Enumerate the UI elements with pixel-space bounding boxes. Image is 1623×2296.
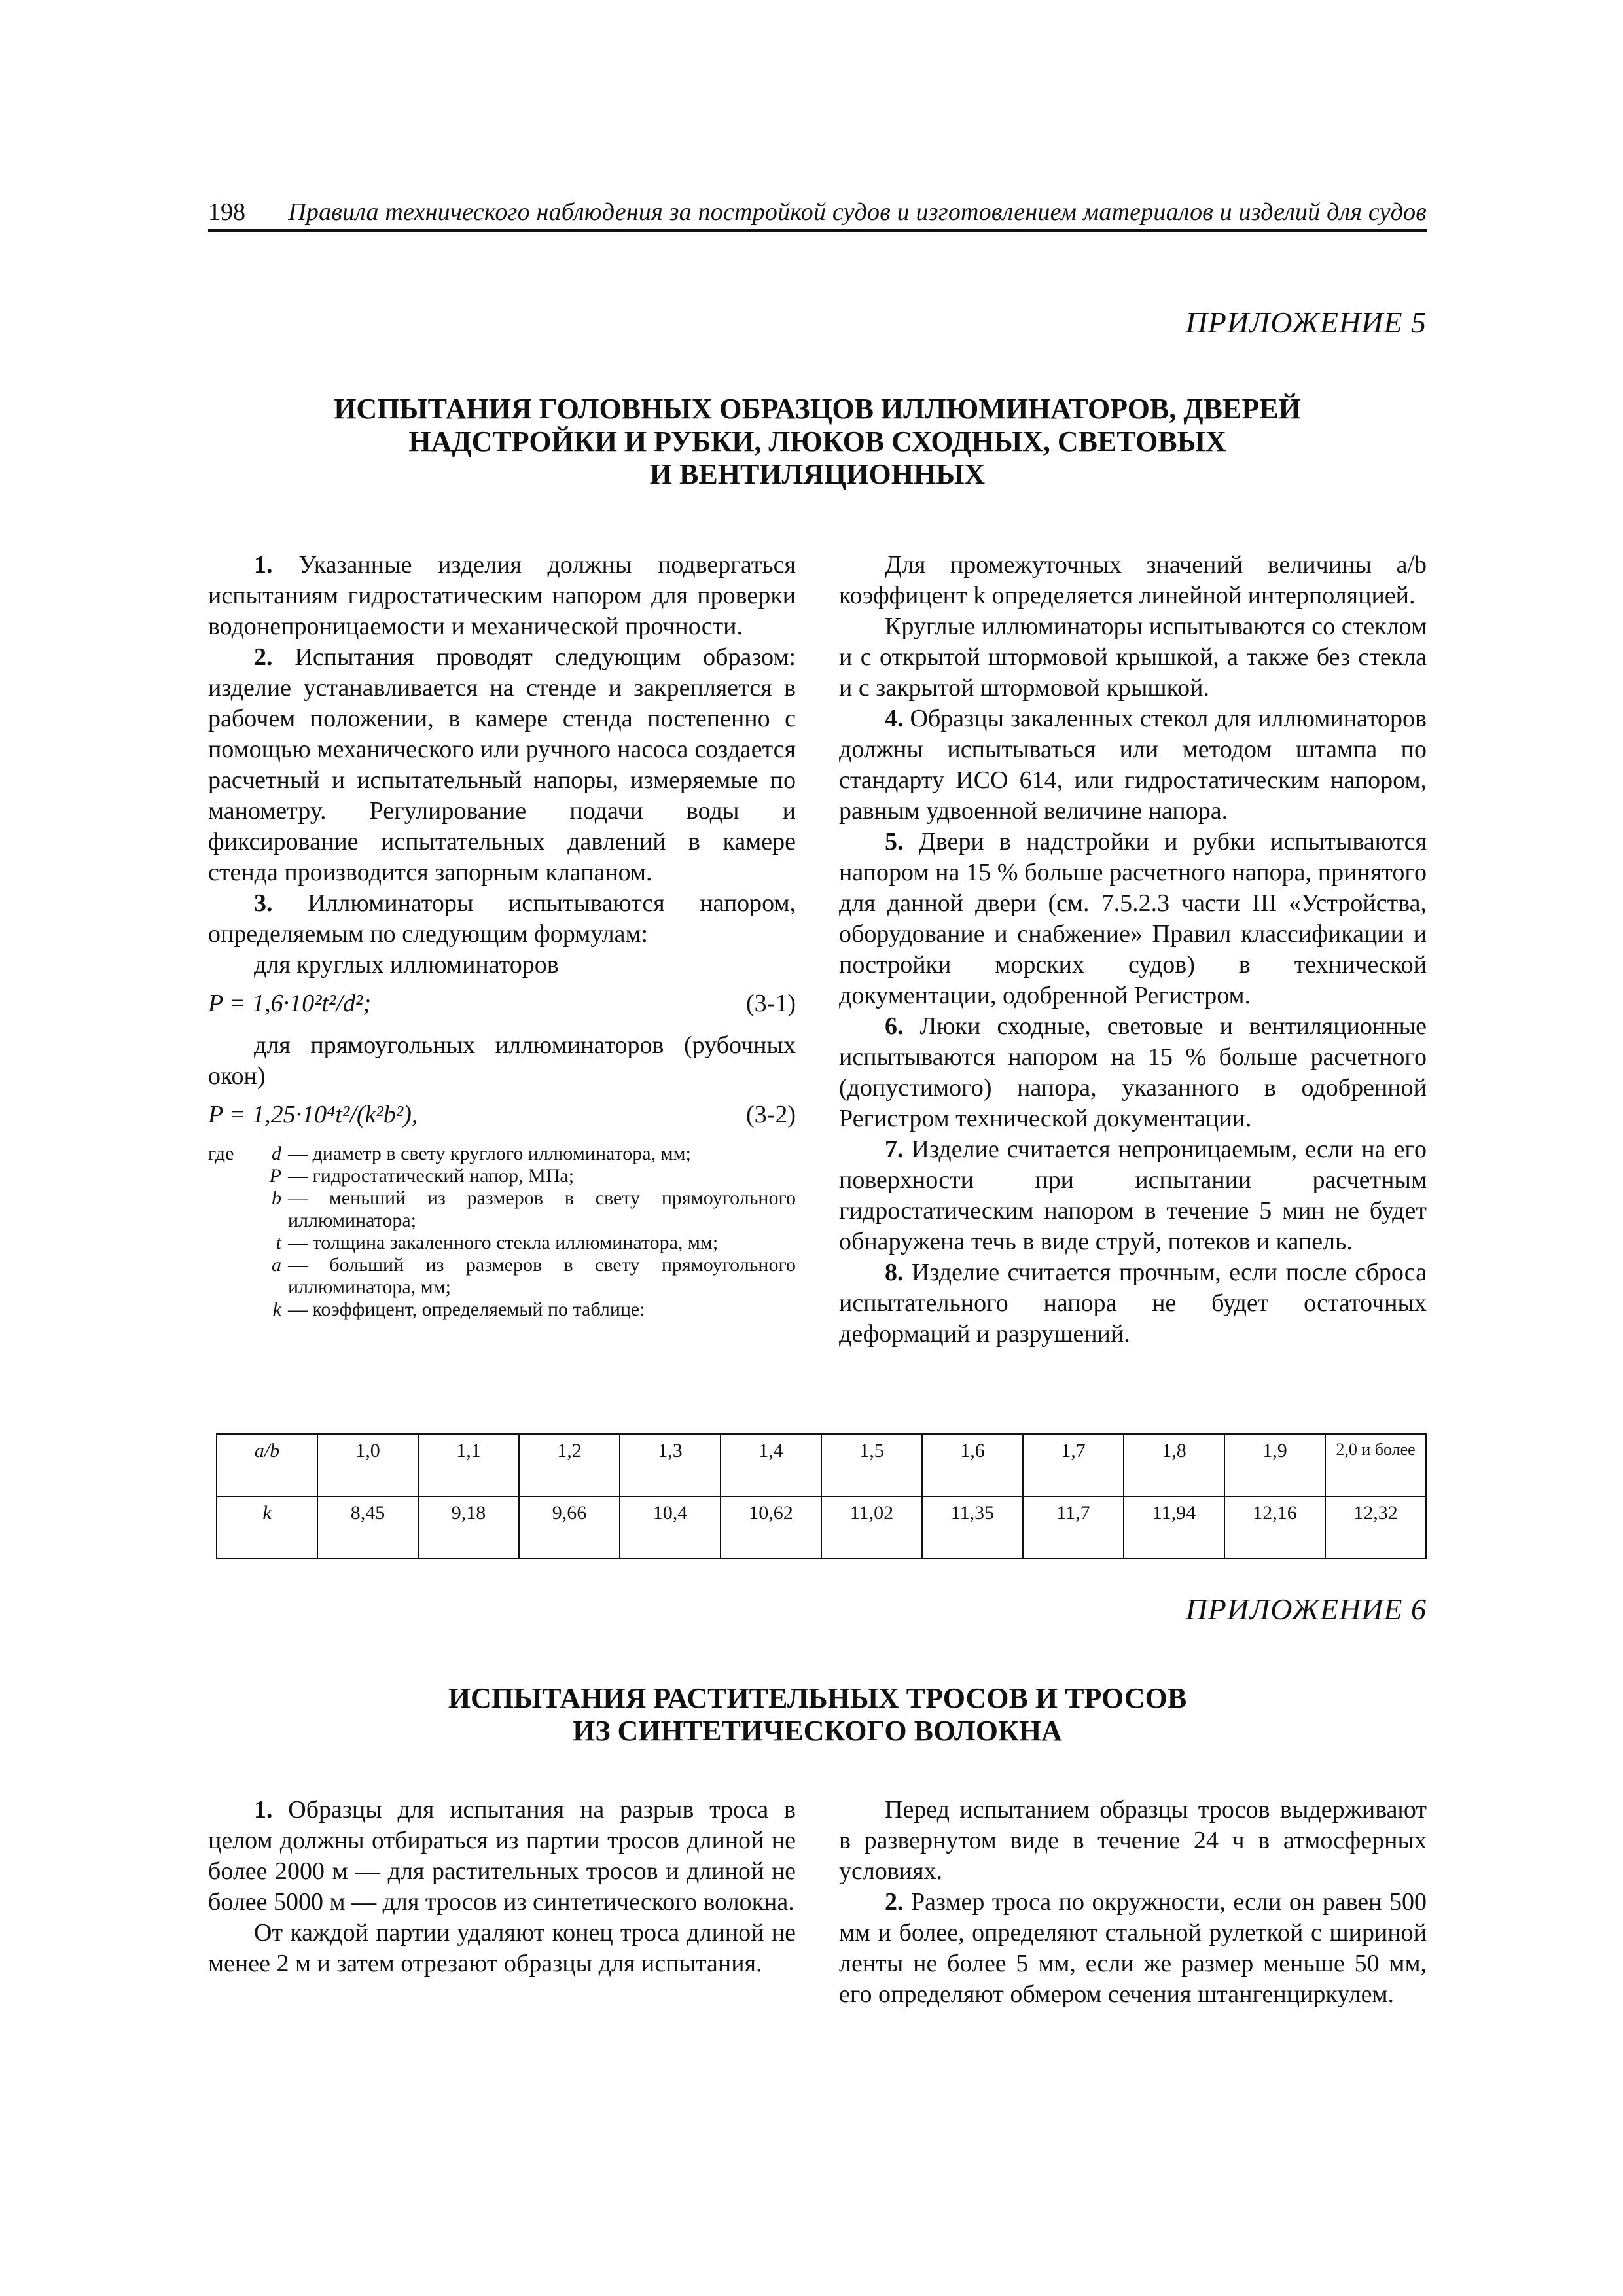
paragraph-8: 8. Изделие считается прочным, если после сброса испытательного напора не будет остаточных деформаций и разрушений. (839, 1259, 1427, 1348)
definition-a: a — больший из размеров в свету прямоугольного иллюминатора, мм; (272, 1254, 796, 1298)
paragraph-round-portholes: Круглые иллюминаторы испытываются со стеклом и с открытой штормовой крышкой, а также без стекла и с закрытой штормовой крышкой. (839, 613, 1427, 702)
table-cell: 2,0 и более (1325, 1434, 1426, 1496)
table-cell: 9,66 (519, 1496, 620, 1558)
page-number: 198 (208, 198, 245, 226)
table-cell: 1,2 (519, 1434, 620, 1496)
table-cell: 1,0 (317, 1434, 418, 1496)
definition-p: P — гидростатический напор, МПа; (269, 1165, 575, 1187)
table-cell: 11,7 (1023, 1496, 1124, 1558)
paragraph-2: 2. Размер троса по окружности, если он равен 500 мм и более, определяют стальной рулеткой с шириной ленты не более 5 мм, если же размер меньше 50 мм, его определяют обмером сечения штангенциркулем. (839, 1888, 1427, 2008)
definition-t: t — толщина закаленного стекла иллюминатора, мм; (276, 1232, 719, 1253)
appendix-5-left-column (208, 550, 796, 1321)
symbol-definitions (208, 1143, 796, 1321)
table-cell: 1,5 (821, 1434, 922, 1496)
title-line: ИЗ СИНТЕТИЧЕСКОГО ВОЛОКНА (573, 1715, 1062, 1747)
definition-d: где d — диаметр в свету круглого иллюминатора, мм; (208, 1143, 691, 1164)
paragraph-interpolation: Для промежуточных значений величины a/b коэффицент k определяется линейной интерполяцией. (839, 551, 1427, 609)
page-header (208, 196, 1427, 232)
table-cell: 1,1 (418, 1434, 519, 1496)
table-cell: 10,4 (620, 1496, 721, 1558)
paragraph-1: 1. Указанные изделия должны подвергаться испытаниям гидростатическим напором для проверки водонепроницаемости и механической прочности. (208, 551, 796, 640)
paragraph-4: 4. Образцы закаленных стекол для иллюминаторов должны испытываться или методом штампа по стандарту ИСО 614, или гидростатическим напором, равным удвоенной величине напора. (839, 705, 1427, 825)
table-cell: 11,94 (1124, 1496, 1224, 1558)
table-cell: 9,18 (418, 1496, 519, 1558)
definition-b: b — меньший из размеров в свету прямоугольного иллюминатора; (272, 1187, 796, 1231)
table-row (217, 1434, 1426, 1496)
table-cell: 8,45 (317, 1496, 418, 1558)
table-cell: 1,8 (1124, 1434, 1224, 1496)
table-cell: 1,9 (1224, 1434, 1325, 1496)
formula-number: (3-1) (746, 990, 796, 1017)
paragraph-6: 6. Люки сходные, световые и вентиляционные испытываются напором на 15 % больше расчетного (допустимого) напора, указанного в одобренной Регистром технической документации. (839, 1013, 1427, 1132)
appendix-6-left-column (208, 1795, 796, 1979)
paragraph-1: 1. Образцы для испытания на разрыв троса в целом должны отбираться из партии тросов длиной не более 2000 м — для растительных тросов и длиной не более 5000 м — для тросов из синтетического волокна. (208, 1796, 796, 1916)
table-cell: 1,6 (922, 1434, 1023, 1496)
appendix-6-title (208, 1682, 1427, 1748)
table-cell: k (217, 1496, 317, 1558)
title-line: И ВЕНТИЛЯЦИОННЫХ (649, 458, 986, 490)
table-cell: 1,7 (1023, 1434, 1124, 1496)
paragraph-7: 7. Изделие считается непроницаемым, если на его поверхности при испытании расчетным гидростатическим напором в течение 5 мин не будет обнаружена течь в виде струй, потеков и капель. (839, 1136, 1427, 1255)
paragraph-before-test: Перед испытанием образцы тросов выдерживают в развернутом виде в течение 24 ч в атмосферных условиях. (839, 1796, 1427, 1885)
title-line: ИСПЫТАНИЯ ГОЛОВНЫХ ОБРАЗЦОВ ИЛЛЮМИНАТОРОВ, ДВЕРЕЙ (334, 393, 1301, 425)
table-cell: a/b (217, 1434, 317, 1496)
table-cell: 11,35 (922, 1496, 1023, 1558)
appendix-6-label: ПРИЛОЖЕНИЕ 6 (1185, 1592, 1427, 1626)
rect-label: для прямоугольных иллюминаторов (рубочных окон) (208, 1031, 796, 1090)
appendix-5-title (208, 393, 1427, 491)
where-word: где (208, 1143, 234, 1164)
running-title: Правила технического наблюдения за постройкой судов и изготовлением материалов и изделий для судов (288, 198, 1427, 226)
title-line: НАДСТРОЙКИ И РУБКИ, ЛЮКОВ СХОДНЫХ, СВЕТОВЫХ (408, 425, 1226, 457)
formula-number: (3-2) (746, 1101, 796, 1128)
table-cell: 12,32 (1325, 1496, 1426, 1558)
table-row (217, 1496, 1426, 1558)
table-cell: 1,3 (620, 1434, 721, 1496)
formula-3-2 (208, 1097, 796, 1136)
paragraph-3: 3. Иллюминаторы испытываются напором, определяемым по следующим формулам: (208, 889, 796, 948)
appendix-6-right-column (839, 1795, 1427, 2010)
paragraph-2: 2. Испытания проводят следующим образом: изделие устанавливается на стенде и закрепляется в рабочем положении, в камере стенда постепенно с помощью механического или ручного насоса создается расчетный и испытательный напоры, измеряемые по манометру. Регулирование подачи воды и фиксирование испытательных давлений в камере стенда производится запорным клапаном. (208, 643, 796, 886)
table-cell: 1,4 (721, 1434, 821, 1496)
table-cell: 11,02 (821, 1496, 922, 1558)
appendix-5-label: ПРИЛОЖЕНИЕ 5 (1185, 306, 1427, 339)
paragraph-cut: От каждой партии удаляют конец троса длиной не менее 2 м и затем отрезают образцы для испытания. (208, 1919, 796, 1977)
formula-expression: P = 1,6·10²t²/d²; (208, 990, 372, 1017)
table-cell: 10,62 (721, 1496, 821, 1558)
formula-3-1 (208, 986, 796, 1025)
table-cell: 12,16 (1224, 1496, 1325, 1558)
coefficient-table (216, 1433, 1427, 1559)
definition-k: k — коэффицент, определяемый по таблице: (272, 1299, 645, 1320)
round-label: для круглых иллюминаторов (254, 951, 559, 978)
paragraph-5: 5. Двери в надстройки и рубки испытываются напором на 15 % больше расчетного напора, принятого для данной двери (см. 7.5.2.3 части III «Устройства, оборудование и снабжение» Правил классификации и постройки морских судов) в технической документации, одобренной Регистром. (839, 828, 1427, 1009)
formula-expression: P = 1,25·10⁴t²/(k²b²), (208, 1101, 418, 1128)
appendix-5-right-column (839, 550, 1427, 1350)
title-line: ИСПЫТАНИЯ РАСТИТЕЛЬНЫХ ТРОСОВ И ТРОСОВ (448, 1682, 1187, 1714)
